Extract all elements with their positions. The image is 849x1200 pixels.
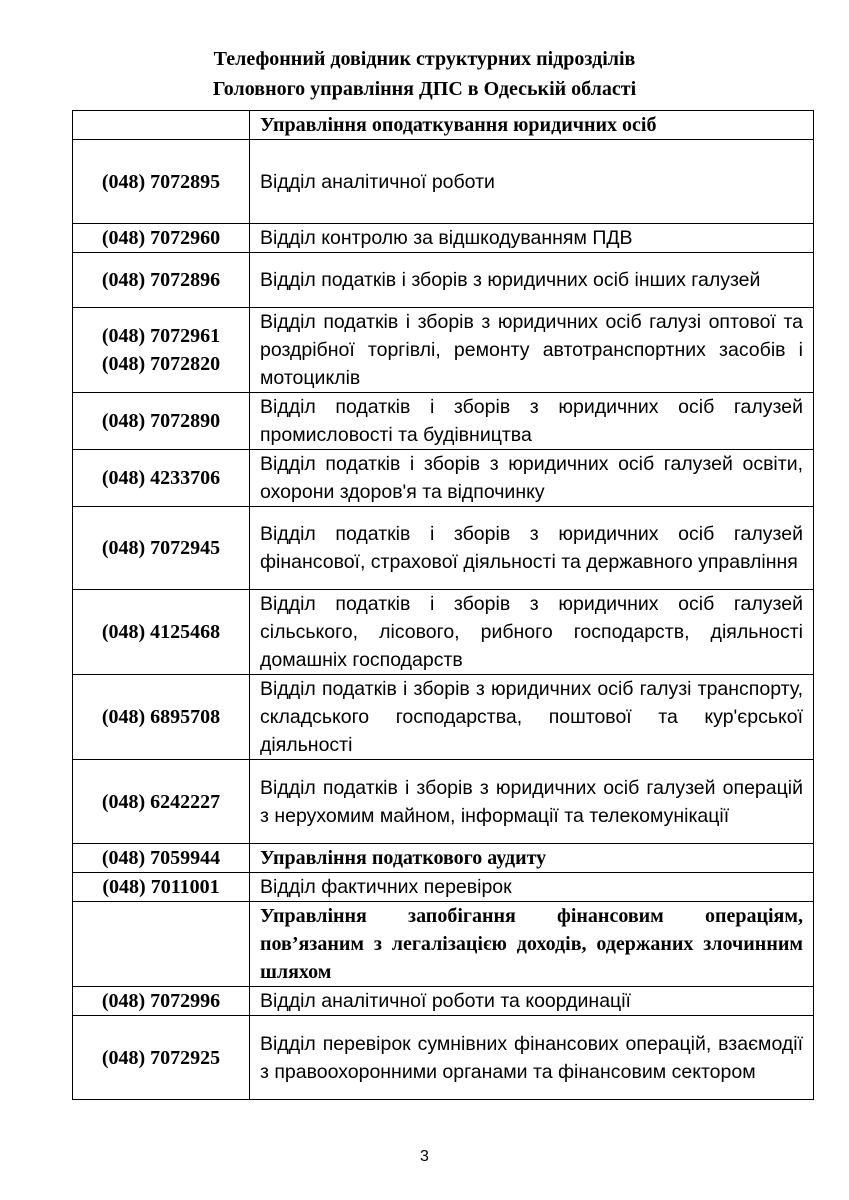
department-name: Відділ фактичних перевірок xyxy=(250,873,814,902)
phone-number: (048) 7072945 xyxy=(101,537,221,559)
phone-number: (048) 7059944 xyxy=(101,847,221,869)
table-row xyxy=(73,507,814,590)
phone-number: (048) 7072820 xyxy=(101,353,221,375)
phone-directory-body xyxy=(73,111,814,1100)
department-heading: Управління оподаткування юридичних осіб xyxy=(250,111,814,140)
phone-cell xyxy=(73,844,250,873)
phone-number: (048) 7072960 xyxy=(101,227,221,249)
table-row xyxy=(73,393,814,450)
phone-number: (048) 7072890 xyxy=(101,410,221,432)
phone-number: (048) 7072895 xyxy=(101,170,221,193)
phone-cell xyxy=(73,590,250,675)
title-line-1: Телефонний довідник структурних підрозділів xyxy=(213,48,636,70)
phone-number: (048) 7072996 xyxy=(101,990,221,1012)
phone-cell xyxy=(73,1016,250,1100)
table-row xyxy=(73,760,814,844)
department-name: Відділ податків і зборів з юридичних осіб галузей промисловості та будівництва xyxy=(250,393,814,450)
phone-cell xyxy=(73,308,250,393)
department-name: Відділ податків і зборів з юридичних осіб галузей операцій з нерухомим майном, інформації та телекомунікації xyxy=(250,760,814,844)
table-row xyxy=(73,224,814,253)
phone-directory-table xyxy=(72,110,814,1100)
phone-cell xyxy=(73,253,250,308)
phone-number: (048) 7072925 xyxy=(101,1046,221,1069)
department-name: Відділ податків і зборів з юридичних осіб галузей фінансової, страхової діяльності та державного управління xyxy=(250,507,814,590)
phone-number: (048) 6895708 xyxy=(101,706,221,728)
department-name: Відділ податків і зборів з юридичних осіб інших галузей xyxy=(250,253,814,308)
phone-cell xyxy=(73,224,250,253)
document-title xyxy=(0,44,849,104)
phone-cell xyxy=(73,873,250,902)
department-heading: Управління податкового аудиту xyxy=(250,844,814,873)
table-row xyxy=(73,902,814,987)
phone-number: (048) 7072896 xyxy=(101,269,221,291)
phone-number: (048) 7072961 xyxy=(101,325,221,347)
department-name: Відділ податків і зборів з юридичних осіб галузей сільського, лісового, рибного господарств, діяльності домашніх господарств xyxy=(250,590,814,675)
department-heading: Управління запобігання фінансовим операціям, пов’язаним з легалізацією доходів, одержаних злочинним шляхом xyxy=(250,902,814,987)
phone-cell xyxy=(73,111,250,140)
department-name: Відділ аналітичної роботи xyxy=(250,140,814,224)
phone-number: (048) 4125468 xyxy=(101,621,221,643)
phone-cell xyxy=(73,902,250,987)
phone-cell xyxy=(73,507,250,590)
phone-number: (048) 4233706 xyxy=(101,467,221,489)
phone-cell xyxy=(73,675,250,760)
title-line-2: Головного управління ДПС в Одеській області xyxy=(212,78,637,100)
department-name: Відділ аналітичної роботи та координації xyxy=(250,987,814,1016)
table-row xyxy=(73,873,814,902)
table-row xyxy=(73,111,814,140)
table-row xyxy=(73,308,814,393)
department-name: Відділ перевірок сумнівних фінансових операцій, взаємодії з правоохоронними органами та фінансовим сектором xyxy=(250,1016,814,1100)
phone-cell xyxy=(73,393,250,450)
table-row xyxy=(73,675,814,760)
department-name: Відділ контролю за відшкодуванням ПДВ xyxy=(250,224,814,253)
table-row xyxy=(73,253,814,308)
table-row xyxy=(73,590,814,675)
department-name: Відділ податків і зборів з юридичних осіб галузі транспорту, складського господарства, поштової та кур'єрської діяльності xyxy=(250,675,814,760)
table-row xyxy=(73,140,814,224)
page-number: 3 xyxy=(420,1148,429,1165)
phone-cell xyxy=(73,760,250,844)
department-name: Відділ податків і зборів з юридичних осіб галузей освіти, охорони здоров'я та відпочинку xyxy=(250,450,814,507)
table-row xyxy=(73,844,814,873)
phone-cell xyxy=(73,140,250,224)
table-row xyxy=(73,987,814,1016)
table-row xyxy=(73,1016,814,1100)
phone-number: (048) 6242227 xyxy=(101,790,221,813)
phone-number: (048) 7011001 xyxy=(102,876,220,898)
phone-cell xyxy=(73,450,250,507)
department-name: Відділ податків і зборів з юридичних осіб галузі оптової та роздрібної торгівлі, ремонту автотранспортних засобів і мотоциклів xyxy=(250,308,814,393)
phone-cell xyxy=(73,987,250,1016)
table-row xyxy=(73,450,814,507)
